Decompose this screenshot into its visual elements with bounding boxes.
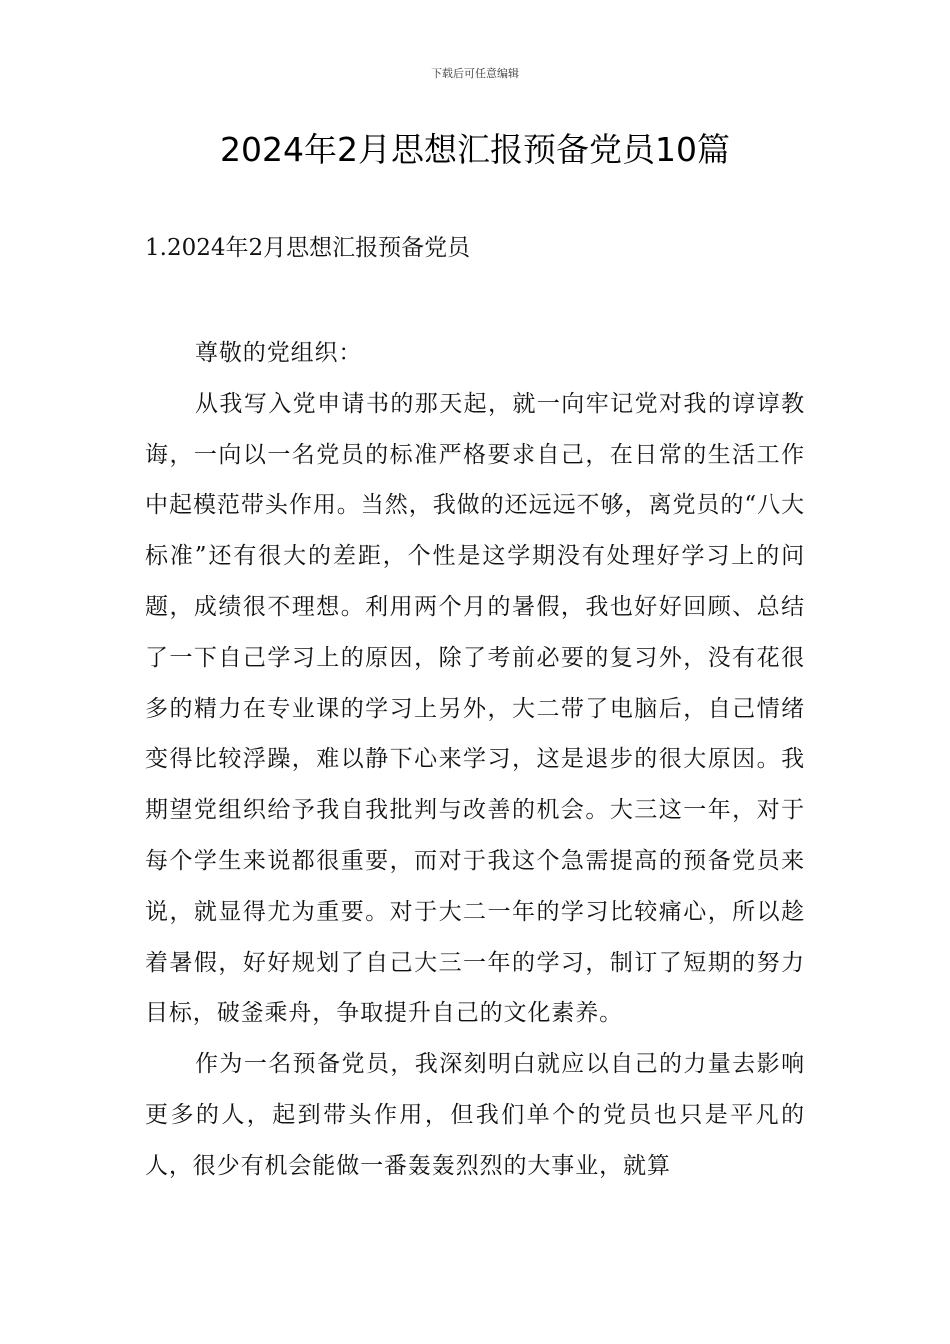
document-title: 2024年2月思想汇报预备党员10篇 — [220, 130, 730, 169]
section-heading: 1.2024年2月思想汇报预备党员 — [145, 235, 471, 261]
paragraph-1: 从我写入党申请书的那天起，就一向牢记党对我的谆谆教诲，一向以一名党员的标准严格要求自己，在日常的生活工作中起模范带头作用。当然，我做的还远远不够，离党员的“八大标准”还有很大的差距，个性是这学期没有处理好学习上的问题，成绩很不理想。利用两个月的暑假，我也好好回顾、总结了一下自己学习上的原因，除了考前必要的复习外，没有花很多的精力在专业课的学习上另外，大二带了电脑后，自己情绪变得比较浮躁，难以静下心来学习，这是退步的很大原因。我期望党组织给予我自我批判与改善的机会。大三这一年，对于每个学生来说都很重要，而对于我这个急需提高的预备党员来说，就显得尤为重要。对于大二一年的学习比较痛心，所以趁着暑假，好好规划了自己大三一年的学习，制订了短期的努力目标，破釜乘舟，争取提升自己的文化素养。 — [145, 390, 805, 1027]
paragraph-2: 作为一名预备党员，我深刻明白就应以自己的力量去影响更多的人，起到带头作用，但我们单个的党员也只是平凡的人，很少有机会能做一番轰轰烈烈的大事业，就算 — [145, 1051, 805, 1179]
document-body — [145, 328, 805, 1192]
header-note: 下载后可任意编辑 — [431, 67, 519, 80]
salutation: 尊敬的党组织： — [195, 340, 363, 366]
